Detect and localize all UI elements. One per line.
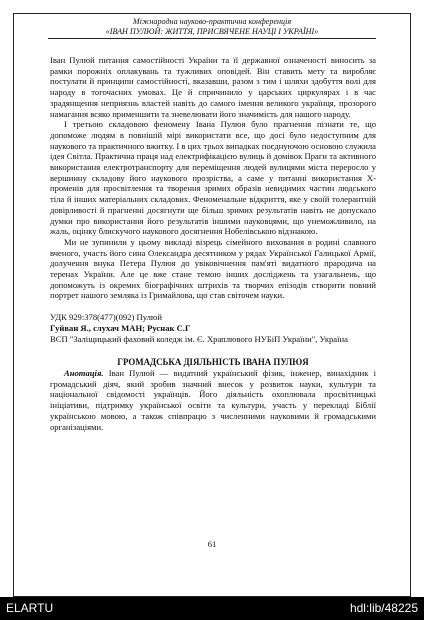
article-title: ГРОМАДСЬКА ДІЯЛЬНІСТЬ ІВАНА ПУЛЮЯ xyxy=(117,357,309,368)
abstract-label: Анотація. xyxy=(64,367,104,378)
body-paragraph-2: І третьою складовою феномену Івана Пулюя було прагнення пізнати те, що допоможе людям в повнішій мірі використати все, що досі було недоступним для наукового та практичного вжитку. І в цих трьох випадках поєднуючою основою служила ідея Світла. Практична праця над електрифікацією вулиць й домівок Праги та активного використання електротранспорту для переміщення людей вулицями міста переросло у вершинну складову його наукового прозріства, а саме у питанні використання Х-променів для просвітлення та творення зримих образів невидимих частин людського тіла й інших матеріальних складових. Феноменальне відкриття, яке у своїй толерантній довірливості й прагненні досягнути ще більш зримих результатів навіть не допускало думки про використання його результатів іншими науковцями, що унеможливило, на жаль, оцінку блискучого наукового досягнення Нобелівською відзнакою. xyxy=(50,119,376,237)
handle-id: hdl:lib/48225 xyxy=(349,601,418,615)
conference-header xyxy=(14,17,410,36)
page-number: 61 xyxy=(207,539,217,549)
article-affiliation: ВСП "Заліщицький фаховий коледж ім. Є. Храплювого НУБіП України", Україна xyxy=(50,333,348,344)
body-paragraph-1: Іван Пулюй питання самостійності України та її державної означеності виносить за рамки порожніх оплакувань та тужливих оповідей. Він ставить мету та виробляє постулати й принципи самостійності, вказавши, разом з тим і шляхи здобуття волі для народу в тогочасних умовах. Це й спричинило у царських циркулярах і в час зрадянщення неприязнь властей навіть до самого імення великого українця, прозорого намагання всяко применшити та зневелювати його значимість для нашого народу. xyxy=(50,55,376,119)
conference-header-line2: «ІВАН ПУЛЮЙ: ЖИТТЯ, ПРИСВЯЧЕНЕ НАУЦІ І УКРАЇНІ» xyxy=(105,26,319,36)
header-divider xyxy=(48,38,376,39)
article-authors: Гуйван Я., слухач МАН; Руснак С.Г xyxy=(50,322,191,333)
abstract-text: Іван Пулюй — видатний український фізик, інженер, винахідник і громадський діяч, який зробив значний внесок у розвиток науки, культури та національної свідомості українців. Його діяльність охоплювала просвітницькі ініціативи, підтримку української освіти та культури, участь у перекладі Біблії українською мовою, а також співпрацю з численними науковими й громадськими організаціями. xyxy=(50,367,376,432)
paper-page xyxy=(13,13,411,597)
repository-footer-bar xyxy=(0,597,424,620)
repository-name: ELARTU xyxy=(6,601,54,615)
body-paragraph-3: Ми не зупинили у цьому викладі візрець сімейного виховання в родині славного вченого, участь його сина Олександра десятником у рядах Української Галицької Армії, долучення внука Петера Пулюя до увіковічнення пам'яті видатного прародича на теренах України. Але це вже стане темою інших досліджень та узагальнень, що допоможуть із окремих біографічних штрихів та творчих епізодів створити повний портрет нашого земляка із Гримайлова, що став світочем науки. xyxy=(50,236,376,301)
conference-header-line1: Міжнародна науково-практична конференція xyxy=(132,17,292,26)
page-content xyxy=(50,55,376,432)
abstract-paragraph xyxy=(50,368,376,432)
udc-code: УДК 929:378(477)(092) Пулюй xyxy=(50,312,162,323)
